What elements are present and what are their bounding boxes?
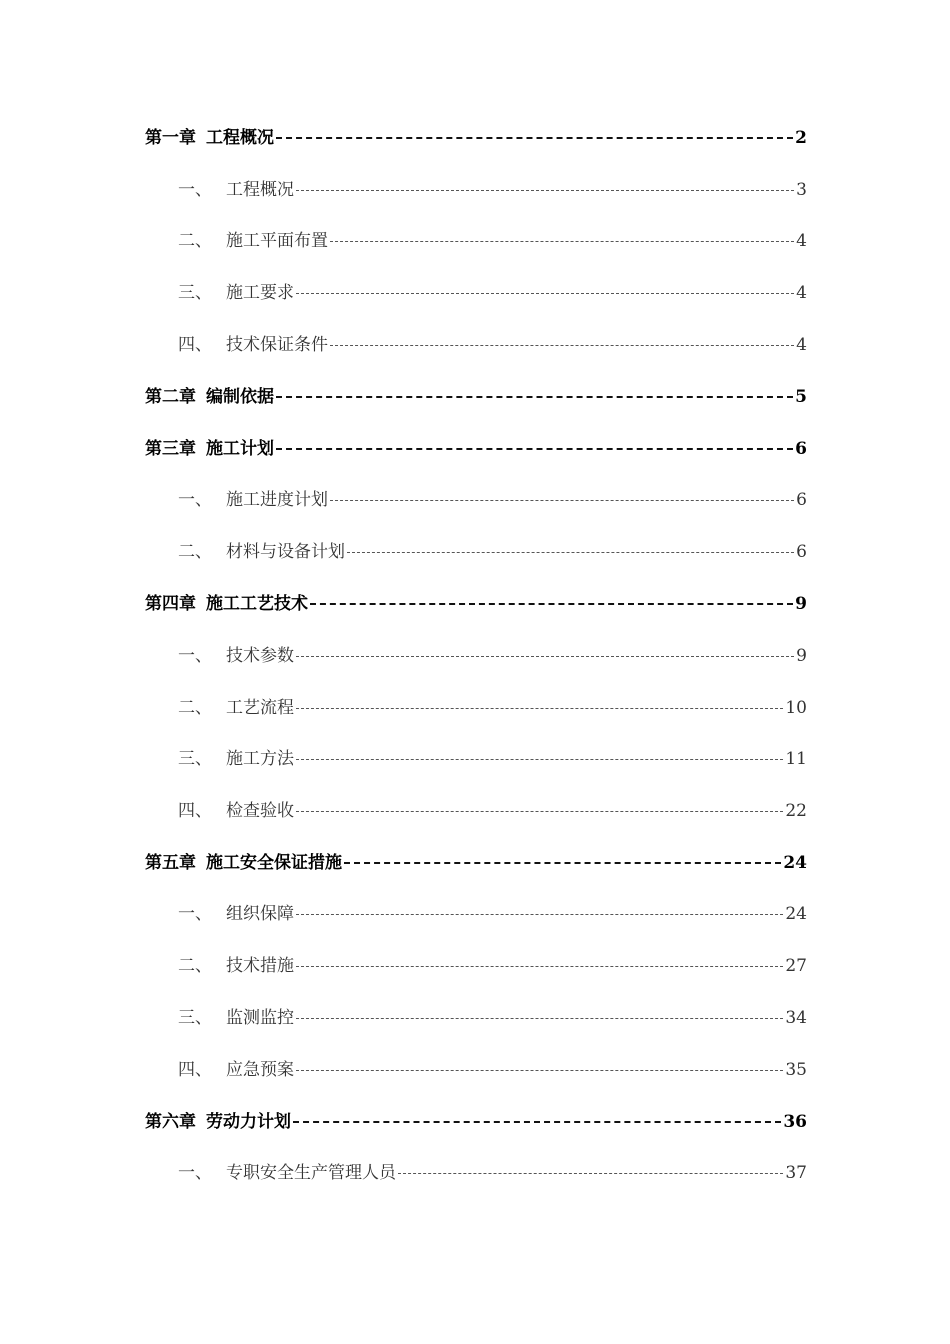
toc-leader bbox=[276, 137, 793, 139]
toc-title: 工艺流程 bbox=[226, 698, 294, 718]
toc-title: 技术保证条件 bbox=[226, 335, 328, 355]
toc-page-number: 6 bbox=[796, 490, 807, 510]
toc-section-4-4[interactable] bbox=[178, 797, 807, 825]
toc-leader bbox=[296, 811, 783, 812]
toc-leader bbox=[276, 396, 793, 398]
toc-leader bbox=[398, 1173, 783, 1174]
toc-number: 四、 bbox=[178, 801, 212, 821]
toc-leader bbox=[347, 552, 794, 553]
toc-section-4-3[interactable] bbox=[178, 745, 807, 773]
toc-title: 专职安全生产管理人员 bbox=[226, 1163, 396, 1183]
toc-leader bbox=[296, 1018, 783, 1019]
toc-title: 监测监控 bbox=[226, 1008, 294, 1028]
toc-section-5-4[interactable] bbox=[178, 1056, 807, 1084]
toc-section-1-1[interactable] bbox=[178, 176, 807, 204]
toc-number: 二、 bbox=[178, 542, 212, 562]
toc-title: 施工方法 bbox=[226, 749, 294, 769]
toc-leader bbox=[330, 241, 794, 242]
toc-section-1-2[interactable] bbox=[178, 227, 807, 255]
toc-title: 编制依据 bbox=[206, 387, 274, 407]
toc-number: 四、 bbox=[178, 335, 212, 355]
toc-chapter-2[interactable] bbox=[145, 383, 807, 411]
toc-chapter-3[interactable] bbox=[145, 435, 807, 463]
toc-page-number: 11 bbox=[785, 749, 807, 769]
toc-leader bbox=[296, 190, 794, 191]
toc-title: 施工要求 bbox=[226, 283, 294, 303]
toc-section-4-2[interactable] bbox=[178, 694, 807, 722]
toc-page-number: 3 bbox=[796, 180, 807, 200]
toc-page-number: 4 bbox=[796, 231, 807, 251]
toc-number: 三、 bbox=[178, 283, 212, 303]
toc-title: 施工平面布置 bbox=[226, 231, 328, 251]
toc-page-number: 36 bbox=[783, 1112, 807, 1132]
toc-leader bbox=[296, 966, 783, 967]
toc-title: 技术措施 bbox=[226, 956, 294, 976]
toc-number: 第二章 bbox=[145, 387, 196, 407]
toc-number: 四、 bbox=[178, 1060, 212, 1080]
toc-title: 工程概况 bbox=[206, 128, 274, 148]
toc-number: 二、 bbox=[178, 956, 212, 976]
toc-page-number: 34 bbox=[785, 1008, 807, 1028]
toc-chapter-6[interactable] bbox=[145, 1108, 807, 1136]
toc-title: 施工工艺技术 bbox=[206, 594, 308, 614]
toc-page-number: 37 bbox=[785, 1163, 807, 1183]
toc-page-number: 9 bbox=[796, 646, 807, 666]
toc-title: 组织保障 bbox=[226, 904, 294, 924]
toc-title: 检查验收 bbox=[226, 801, 294, 821]
toc-section-1-3[interactable] bbox=[178, 279, 807, 307]
toc-chapter-5[interactable] bbox=[145, 849, 807, 877]
toc-page-number: 24 bbox=[785, 904, 807, 924]
toc-page-number: 27 bbox=[785, 956, 807, 976]
toc-number: 一、 bbox=[178, 1163, 212, 1183]
toc-title: 材料与设备计划 bbox=[226, 542, 345, 562]
toc-page-number: 9 bbox=[795, 594, 807, 614]
toc-page-number: 5 bbox=[795, 387, 807, 407]
toc-section-6-1[interactable] bbox=[178, 1159, 807, 1187]
toc-section-5-2[interactable] bbox=[178, 952, 807, 980]
toc-title: 应急预案 bbox=[226, 1060, 294, 1080]
toc-leader bbox=[296, 1070, 783, 1071]
toc-leader bbox=[330, 500, 794, 501]
toc-number: 一、 bbox=[178, 180, 212, 200]
toc-number: 第四章 bbox=[145, 594, 196, 614]
toc-number: 三、 bbox=[178, 749, 212, 769]
toc-number: 第三章 bbox=[145, 439, 196, 459]
toc-leader bbox=[296, 759, 783, 760]
toc-number: 三、 bbox=[178, 1008, 212, 1028]
toc-title: 施工计划 bbox=[206, 439, 274, 459]
toc-number: 第五章 bbox=[145, 853, 196, 873]
toc-leader bbox=[330, 345, 794, 346]
toc-number: 第一章 bbox=[145, 128, 196, 148]
toc-section-4-1[interactable] bbox=[178, 642, 807, 670]
toc-leader bbox=[310, 603, 793, 605]
toc-section-5-1[interactable] bbox=[178, 900, 807, 928]
toc-leader bbox=[344, 862, 781, 864]
toc-leader bbox=[296, 708, 783, 709]
toc-leader bbox=[296, 656, 794, 657]
toc-title: 施工安全保证措施 bbox=[206, 853, 342, 873]
toc-number: 一、 bbox=[178, 490, 212, 510]
toc-leader bbox=[296, 293, 794, 294]
toc-number: 一、 bbox=[178, 904, 212, 924]
toc-page-number: 22 bbox=[785, 801, 807, 821]
toc-number: 二、 bbox=[178, 698, 212, 718]
toc-section-1-4[interactable] bbox=[178, 331, 807, 359]
toc-page-number: 6 bbox=[796, 542, 807, 562]
toc-chapter-4[interactable] bbox=[145, 590, 807, 618]
toc-number: 第六章 bbox=[145, 1112, 196, 1132]
toc-number: 二、 bbox=[178, 231, 212, 251]
toc-title: 技术参数 bbox=[226, 646, 294, 666]
toc-page-number: 6 bbox=[795, 439, 807, 459]
toc-page-number: 24 bbox=[783, 853, 807, 873]
toc-number: 一、 bbox=[178, 646, 212, 666]
toc-page-number: 4 bbox=[796, 283, 807, 303]
toc-section-5-3[interactable] bbox=[178, 1004, 807, 1032]
toc-leader bbox=[293, 1121, 781, 1123]
toc-page-number: 4 bbox=[796, 335, 807, 355]
toc-page-number: 35 bbox=[785, 1060, 807, 1080]
toc-page-number: 10 bbox=[785, 698, 807, 718]
toc-leader bbox=[276, 448, 793, 450]
toc-section-3-2[interactable] bbox=[178, 538, 807, 566]
toc-page-number: 2 bbox=[795, 128, 807, 148]
toc-title: 劳动力计划 bbox=[206, 1112, 291, 1132]
toc-title: 工程概况 bbox=[226, 180, 294, 200]
toc-section-3-1[interactable] bbox=[178, 486, 807, 514]
toc-leader bbox=[296, 914, 783, 915]
toc-chapter-1[interactable] bbox=[145, 124, 807, 152]
toc-title: 施工进度计划 bbox=[226, 490, 328, 510]
